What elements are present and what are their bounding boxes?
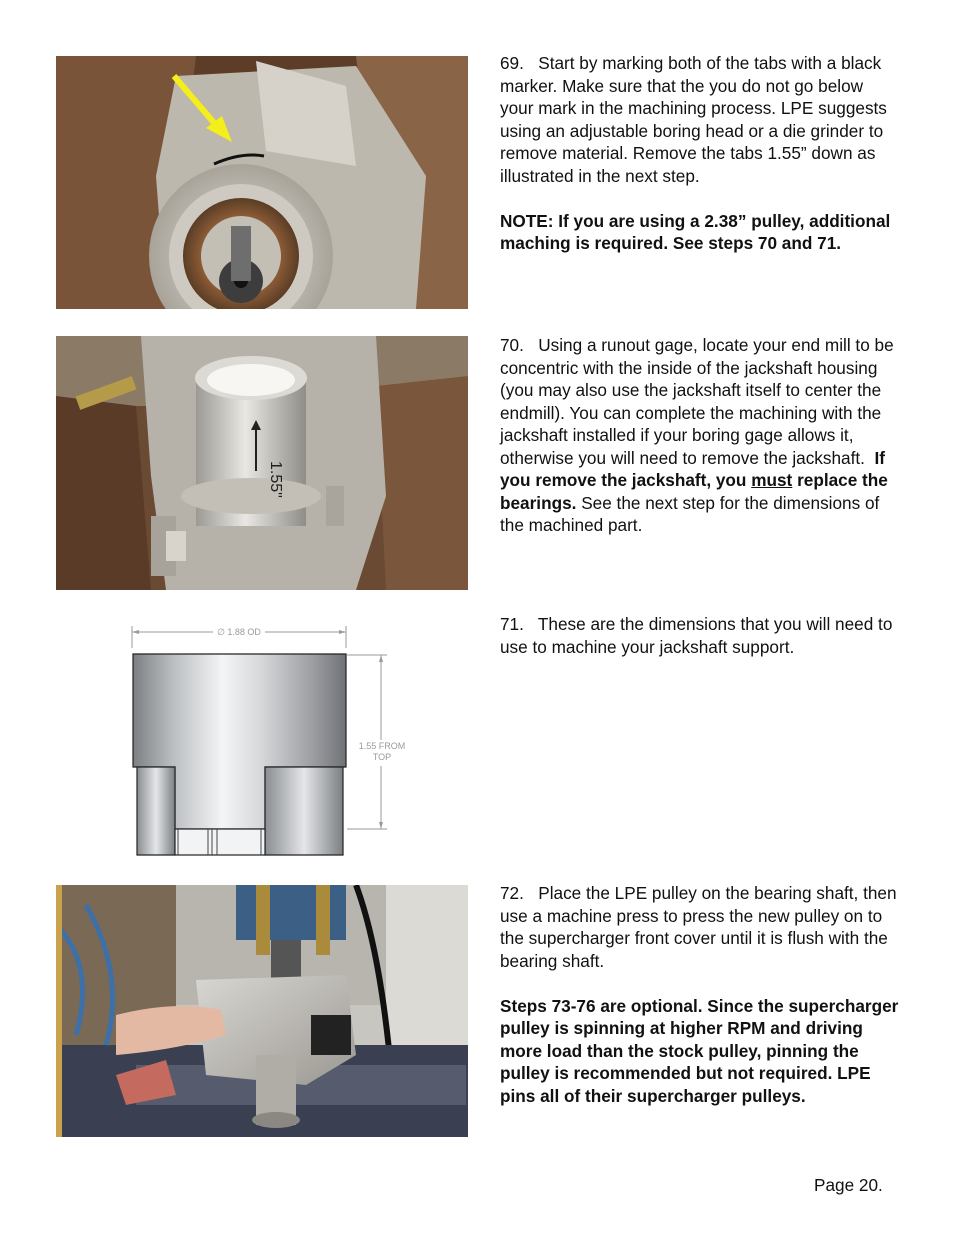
dimension-diagram	[115, 620, 435, 865]
photo-press-pulley	[56, 885, 468, 1137]
photo-machined-housing	[56, 336, 468, 590]
step-71-text: 71. These are the dimensions that you will need to use to machine your jackshaft support.	[500, 614, 893, 657]
height-dimension-label-1: 1.55 FROM	[358, 741, 406, 751]
photo-tab-marking	[56, 56, 468, 309]
step-70	[500, 334, 900, 537]
step-72-note: Steps 73-76 are optional. Since the supercharger pulley is spinning at higher RPM and driving more load than the stock pulley, pinning the pulley is recommended but not required. LPE pins all of their supercharger pulleys.	[500, 995, 899, 1106]
tab-mark-text: 1.55"	[267, 461, 284, 498]
photo-press-pulley-graphic	[56, 885, 468, 1137]
od-dimension-label: ∅ 1.88 OD	[217, 627, 261, 637]
step-69-text: 69. Start by marking both of the tabs with a black marker. Make sure that the you do not go below your mark in the machining process. LPE suggests using an adjustable boring head or a die grinder to remove material. Remove the tabs 1.55” down as illustrated in the next step.	[500, 53, 887, 186]
step-70-warning: If you remove the jackshaft, you must replace the bearings.	[500, 447, 888, 513]
step-70-text: 70. Using a runout gage, locate your end mill to be concentric with the inside of the jackshaft housing (you may also use the jackshaft itself to center the endmill). You can complete the machining with the jackshaft installed if your boring gage allows it, otherwise you will need to remove the jackshaft. If you remove the jackshaft, you must replace the bearings. See the next step for the dimensions of the machined part.	[500, 335, 894, 535]
step-69	[500, 52, 900, 255]
step-71	[500, 613, 900, 658]
height-dimension-label-2: TOP	[372, 752, 392, 762]
step-72-text: 72. Place the LPE pulley on the bearing shaft, then use a machine press to press the new pulley on to the supercharger front cover until it is flush with the bearing shaft.	[500, 883, 897, 971]
photo-machined-housing-graphic	[56, 336, 468, 590]
step-72	[500, 882, 900, 1107]
dimension-diagram-graphic	[115, 620, 435, 865]
step-69-note: NOTE: If you are using a 2.38” pulley, additional maching is required. See steps 70 and 71.	[500, 210, 891, 253]
page-number: Page 20.	[814, 1175, 883, 1195]
photo-tab-marking-graphic	[56, 56, 468, 309]
